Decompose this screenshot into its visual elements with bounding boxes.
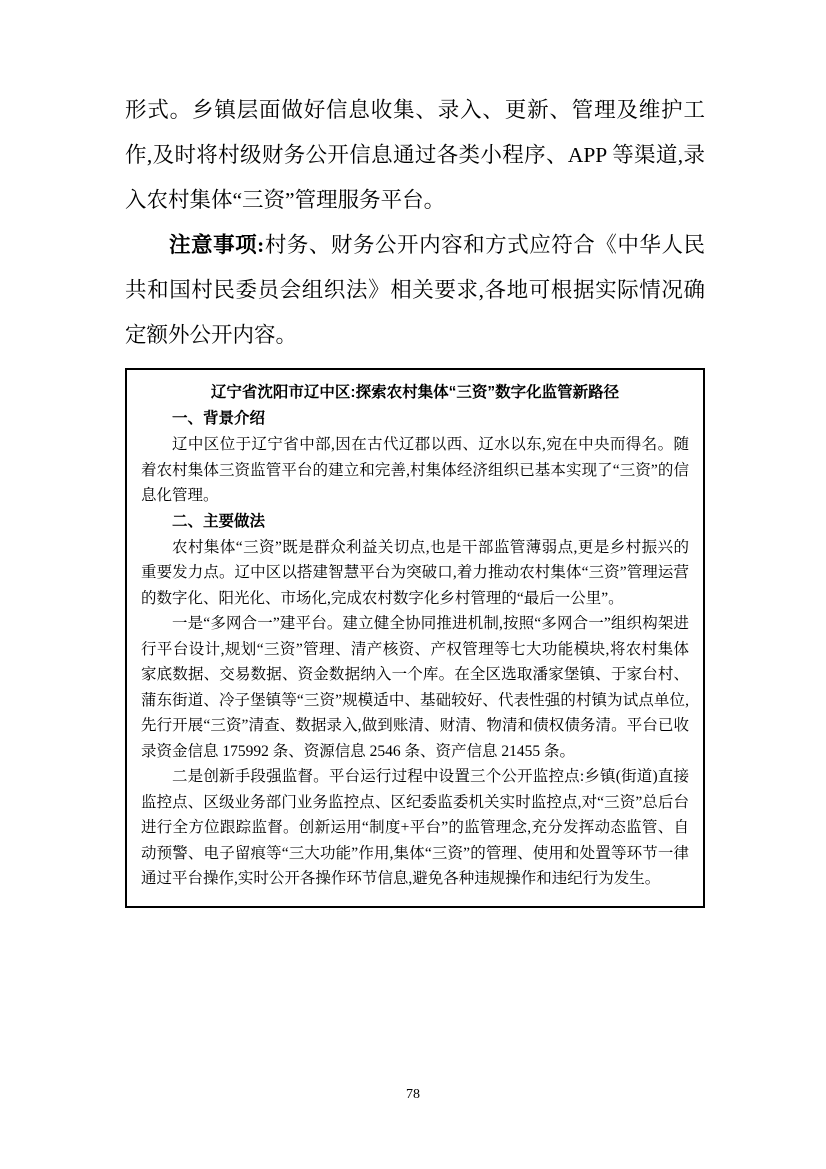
notice-lead-label: 注意事项: [169, 233, 265, 257]
practices-paragraph-intro: 农村集体“三资”既是群众利益关切点,也是干部监管薄弱点,更是乡村振兴的重要发力点。辽中区以搭建智慧平台为突破口,着力推动农村集体“三资”管理运营的数字化、阳光化、市场化,完成农村数字化乡村管理的“最后一公里”。 [141, 538, 689, 607]
section-heading-practices: 二、主要做法 [172, 512, 266, 530]
notice-paragraph [125, 223, 705, 358]
practices-paragraph-platform: 一是“多网合一”建平台。建立健全协同推进机制,按照“多网合一”组织构架进行平台设计,规划“三资”管理、清产核资、产权管理等七大功能模块,将农村集体家底数据、交易数据、资金数据纳入一个库。在全区选取潘家堡镇、于家台村、蒲东街道、冷子堡镇等“三资”规模适中、基础较好、代表性强的村镇为试点单位,先行开展“三资”清查、数据录入,做到账清、财清、物清和债权债务清。平台已收录资金信息 175992 条、资源信息 2546 条、资产信息 21455 条。 [141, 615, 689, 760]
case-box-title: 辽宁省沈阳市辽中区:探索农村集体“三资”数字化监管新路径 [210, 384, 620, 401]
page-number: 78 [406, 1087, 420, 1102]
body-paragraph-continuation [125, 88, 705, 223]
notice-text: 村务、财务公开内容和方式应符合《中华人民共和国村民委员会组织法》相关要求,各地可根据实际情况确定额外公开内容。 [125, 233, 705, 347]
practices-paragraph-supervision: 二是创新手段强监督。平台运行过程中设置三个公开监控点:乡镇(街道)直接监控点、区级业务部门业务监控点、区纪委监委机关实时监控点,对“三资”总后台进行全方位跟踪监督。创新运用“制度+平台”的监管理念,充分发挥动态监管、自动预警、电子留痕等“三大功能”作用,集体“三资”的管理、使用和处置等环节一律通过平台操作,实时公开各操作环节信息,避免各种违规操作和违纪行为发生。 [141, 768, 689, 887]
section-heading-background: 一、背景介绍 [172, 410, 266, 427]
background-paragraph: 辽中区位于辽宁省中部,因在古代辽郡以西、辽水以东,宛在中央而得名。随着农村集体三资监管平台的建立和完善,村集体经济组织已基本实现了“三资”的信息化管理。 [141, 436, 689, 504]
body-paragraph-text: 形式。乡镇层面做好信息收集、录入、更新、管理及维护工作,及时将村级财务公开信息通过各类小程序、APP 等渠道,录入农村集体“三资”管理服务平台。 [125, 98, 705, 212]
case-study-box [125, 368, 705, 908]
